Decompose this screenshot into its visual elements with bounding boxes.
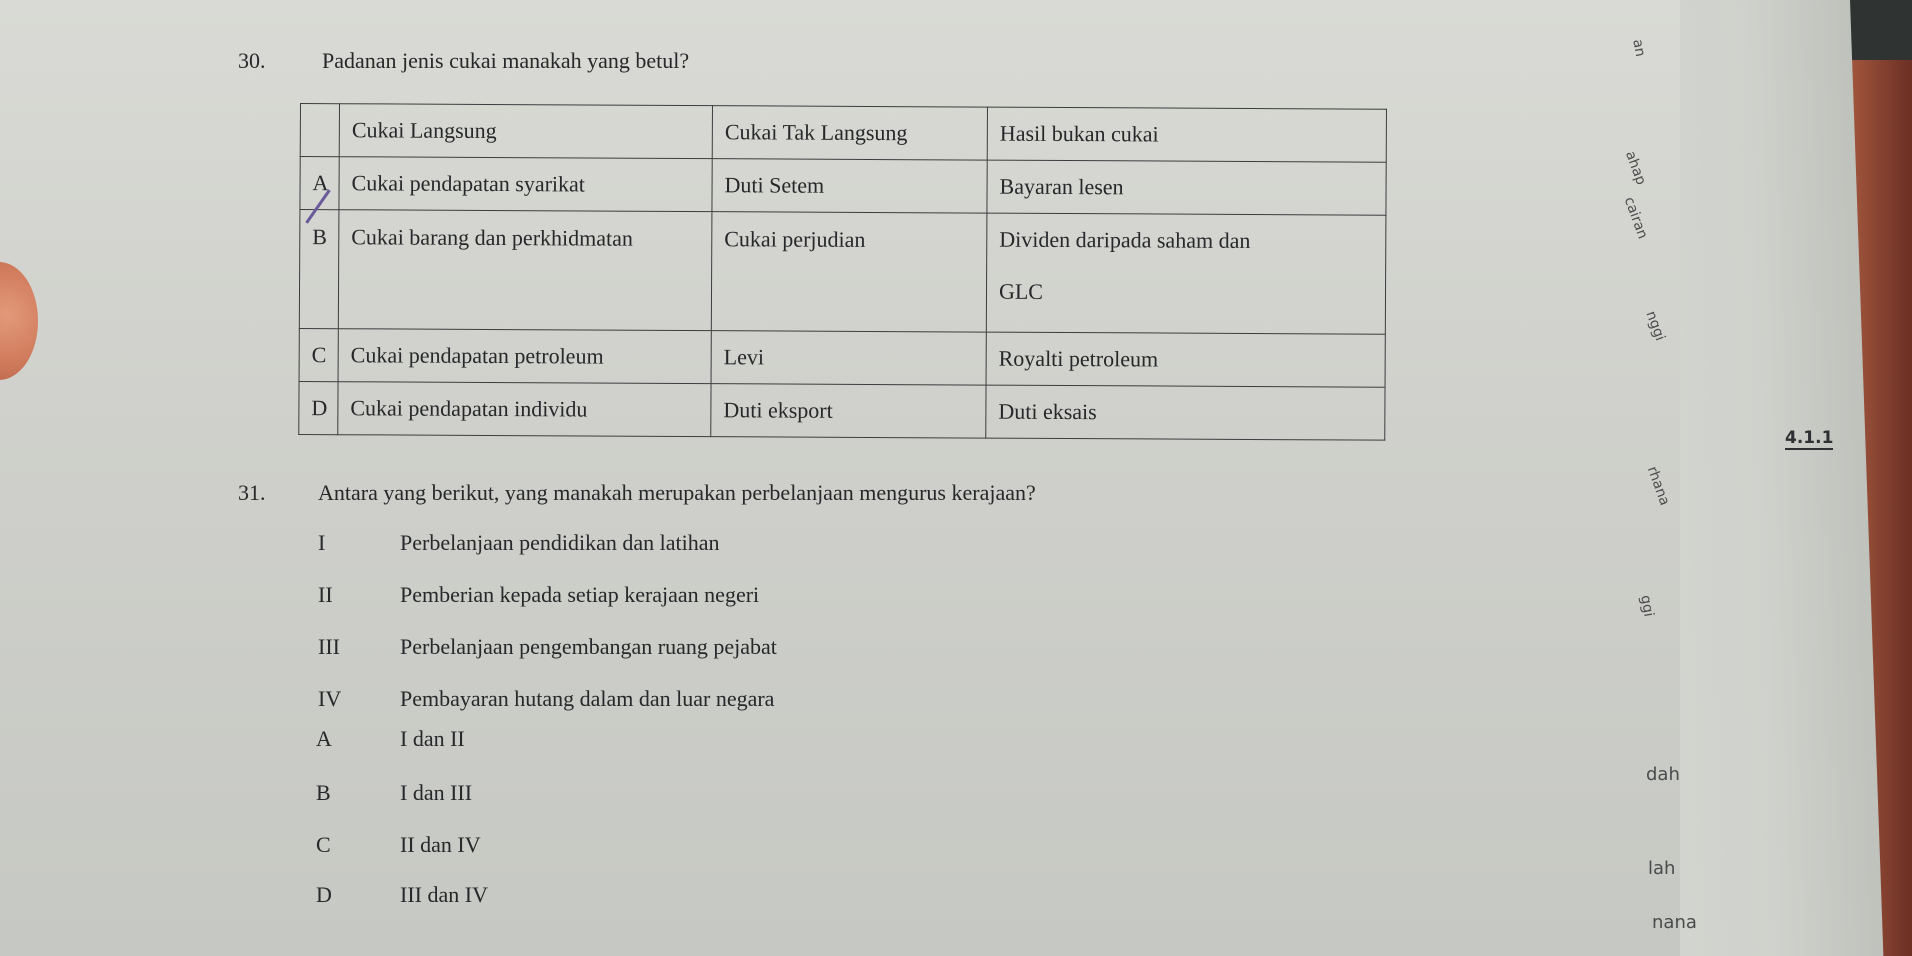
bg-fragment: nggi bbox=[1642, 308, 1669, 344]
bg-fragment: ahap bbox=[1621, 148, 1649, 188]
table-row bbox=[299, 210, 1386, 335]
row-letter: A bbox=[300, 157, 339, 210]
statement-roman: II bbox=[318, 582, 333, 607]
statement-text: Pemberian kepada setiap kerajaan negeri bbox=[400, 582, 760, 607]
cell-non-tax: Bayaran lesen bbox=[987, 160, 1386, 215]
cell-indirect: Levi bbox=[711, 331, 986, 385]
cell-indirect: Duti Setem bbox=[712, 159, 987, 213]
cell-non-tax: Duti eksais bbox=[986, 385, 1385, 440]
bg-fragment: rhana bbox=[1643, 464, 1673, 508]
cell-non-tax bbox=[986, 213, 1386, 334]
table-row bbox=[300, 157, 1386, 216]
statement-text: Pembayaran hutang dalam dan luar negara bbox=[400, 686, 775, 711]
bg-fragment: cairan bbox=[1620, 194, 1651, 242]
option-letter: C bbox=[316, 832, 331, 857]
statement-roman: IV bbox=[318, 686, 342, 711]
statement-roman: I bbox=[318, 530, 326, 555]
bg-fragment: dah bbox=[1646, 764, 1680, 785]
bg-fragment: nana bbox=[1652, 912, 1697, 933]
option-text: I dan III bbox=[400, 780, 473, 805]
tax-table bbox=[298, 103, 1387, 441]
statement-text: Perbelanjaan pengembangan ruang pejabat bbox=[400, 634, 777, 659]
cell-direct: Cukai barang dan perkhidmatan bbox=[338, 210, 712, 331]
statement-text: Perbelanjaan pendidikan dan latihan bbox=[400, 530, 720, 555]
bg-fragment: lah bbox=[1648, 858, 1676, 879]
cell-indirect: Duti eksport bbox=[711, 384, 986, 438]
cell-direct: Cukai pendapatan individu bbox=[338, 382, 711, 437]
header-non-tax: Hasil bukan cukai bbox=[987, 107, 1386, 162]
bg-section-number: 4.1.1 bbox=[1785, 428, 1834, 448]
q30-number: 30. bbox=[238, 48, 266, 73]
table-header-row bbox=[300, 104, 1386, 163]
option-text: I dan II bbox=[400, 726, 465, 751]
row-letter: B bbox=[299, 210, 339, 329]
q30-text: Padanan jenis cukai manakah yang betul? bbox=[322, 48, 690, 73]
option-letter: A bbox=[316, 726, 332, 751]
option-letter: D bbox=[316, 882, 332, 907]
q31-number: 31. bbox=[238, 480, 266, 505]
cell-direct: Cukai pendapatan syarikat bbox=[339, 157, 712, 212]
table-row bbox=[299, 328, 1385, 387]
bg-fragment: an bbox=[1629, 38, 1649, 58]
cell-direct: Cukai pendapatan petroleum bbox=[338, 329, 711, 384]
option-text: III dan IV bbox=[400, 882, 488, 907]
header-direct-tax: Cukai Langsung bbox=[339, 104, 712, 159]
cell-non-tax-line2: GLC bbox=[998, 278, 1044, 304]
option-letter: B bbox=[316, 780, 331, 805]
option-text: II dan IV bbox=[400, 832, 481, 857]
row-letter: D bbox=[299, 381, 338, 434]
cell-indirect: Cukai perjudian bbox=[711, 212, 987, 332]
q31-text: Antara yang berikut, yang manakah merupakan perbelanjaan mengurus kerajaan? bbox=[318, 480, 1036, 505]
row-letter: C bbox=[299, 328, 338, 381]
bg-fragment: ggi bbox=[1637, 593, 1657, 619]
header-indirect-tax: Cukai Tak Langsung bbox=[712, 106, 987, 160]
table-row bbox=[299, 381, 1385, 440]
statement-roman: III bbox=[318, 634, 340, 659]
cell-non-tax: Royalti petroleum bbox=[986, 332, 1385, 387]
cell-non-tax-line1: Dividen daripada saham dan bbox=[999, 226, 1251, 253]
